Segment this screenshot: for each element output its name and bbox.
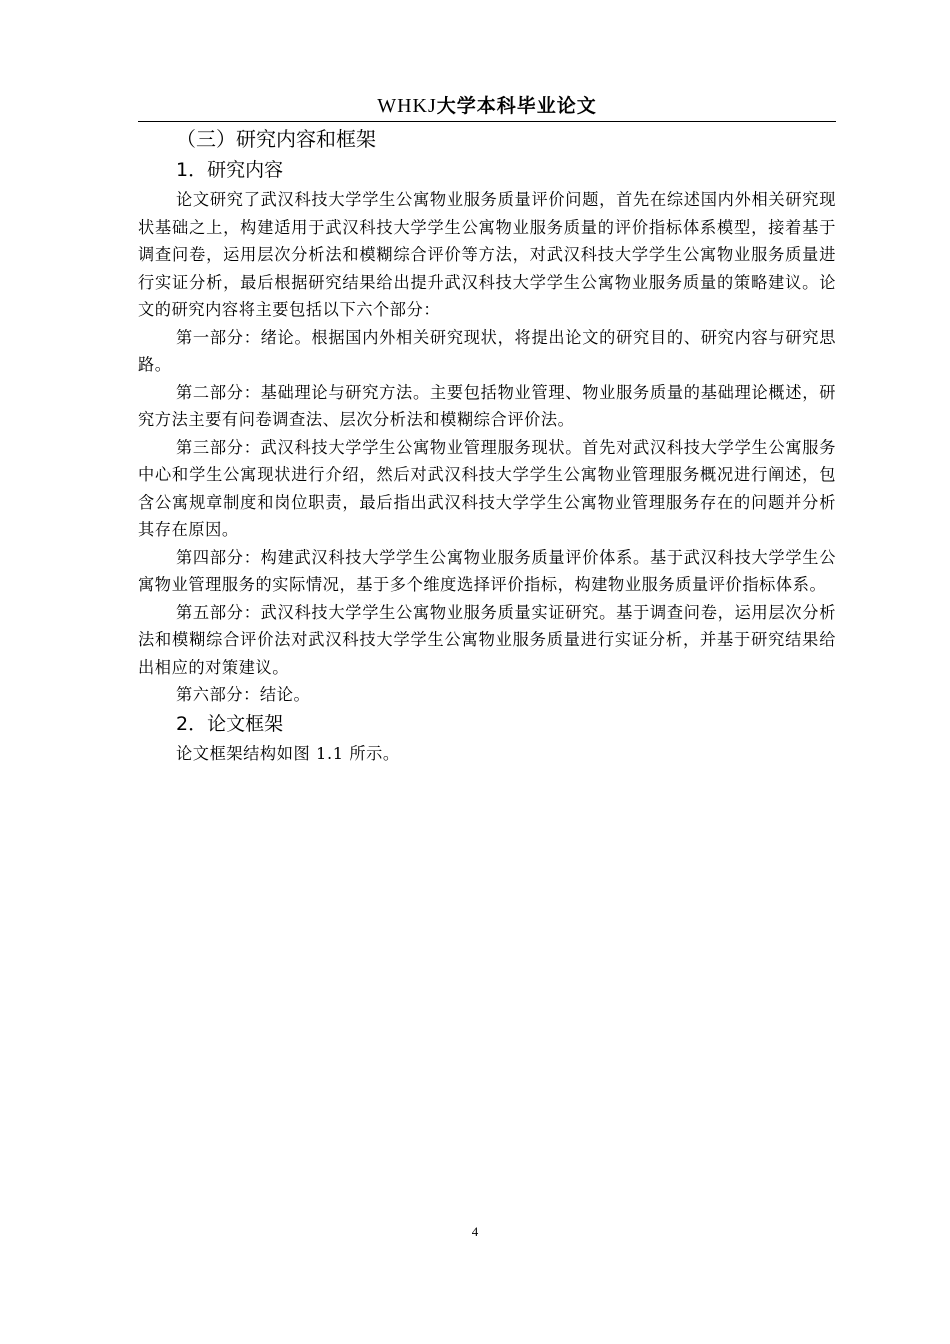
body-content <box>138 123 836 767</box>
page-number: 4 <box>471 1224 479 1239</box>
paragraph-part-two: 第二部分：基础理论与研究方法。主要包括物业管理、物业服务质量的基础理论概述，研究方法主要有问卷调查法、层次分析法和模糊综合评价法。 <box>138 382 836 429</box>
paragraph-part-one: 第一部分：绪论。根据国内外相关研究现状，将提出论文的研究目的、研究内容与研究思路。 <box>138 327 836 374</box>
subsection-heading-research-content: 1．研究内容 <box>176 159 284 181</box>
running-header <box>138 92 836 120</box>
subsection-heading-framework: 2．论文框架 <box>176 712 284 735</box>
paragraph-part-three: 第三部分：武汉科技大学学生公寓物业管理服务现状。首先对武汉科技大学学生公寓服务中心和学生公寓现状进行介绍，然后对武汉科技大学学生公寓物业管理服务概况进行阐述，包含公寓规章制度和岗位职责，最后指出武汉科技大学学生公寓物业管理服务存在的问题并分析其存在原因。 <box>138 437 836 539</box>
paragraph-part-five: 第五部分：武汉科技大学学生公寓物业服务质量实证研究。基于调查问卷，运用层次分析法和模糊综合评价法对武汉科技大学学生公寓物业服务质量进行实证分析，并基于研究结果给出相应的对策建议。 <box>138 602 836 677</box>
header-divider <box>138 121 836 122</box>
paragraph-part-four: 第四部分：构建武汉科技大学学生公寓物业服务质量评价体系。基于武汉科技大学学生公寓物业管理服务的实际情况，基于多个维度选择评价指标，构建物业服务质量评价指标体系。 <box>138 547 836 594</box>
header-title: 大学本科毕业论文 <box>436 95 597 117</box>
paragraph-framework: 论文框架结构如图 1.1 所示。 <box>176 743 400 763</box>
paragraph-part-six: 第六部分：结论。 <box>176 685 311 704</box>
paragraph-overview: 论文研究了武汉科技大学学生公寓物业服务质量评价问题，首先在综述国内外相关研究现状基础之上，构建适用于武汉科技大学学生公寓物业服务质量的评价指标体系模型，接着基于调查问卷，运用层次分析法和模糊综合评价等方法，对武汉科技大学学生公寓物业服务质量进行实证分析，最后根据研究结果给出提升武汉科技大学学生公寓物业服务质量的策略建议。论文的研究内容将主要包括以下六个部分： <box>138 190 836 319</box>
header-prefix: WHKJ <box>377 95 437 117</box>
section-heading: （三）研究内容和框架 <box>176 127 376 151</box>
